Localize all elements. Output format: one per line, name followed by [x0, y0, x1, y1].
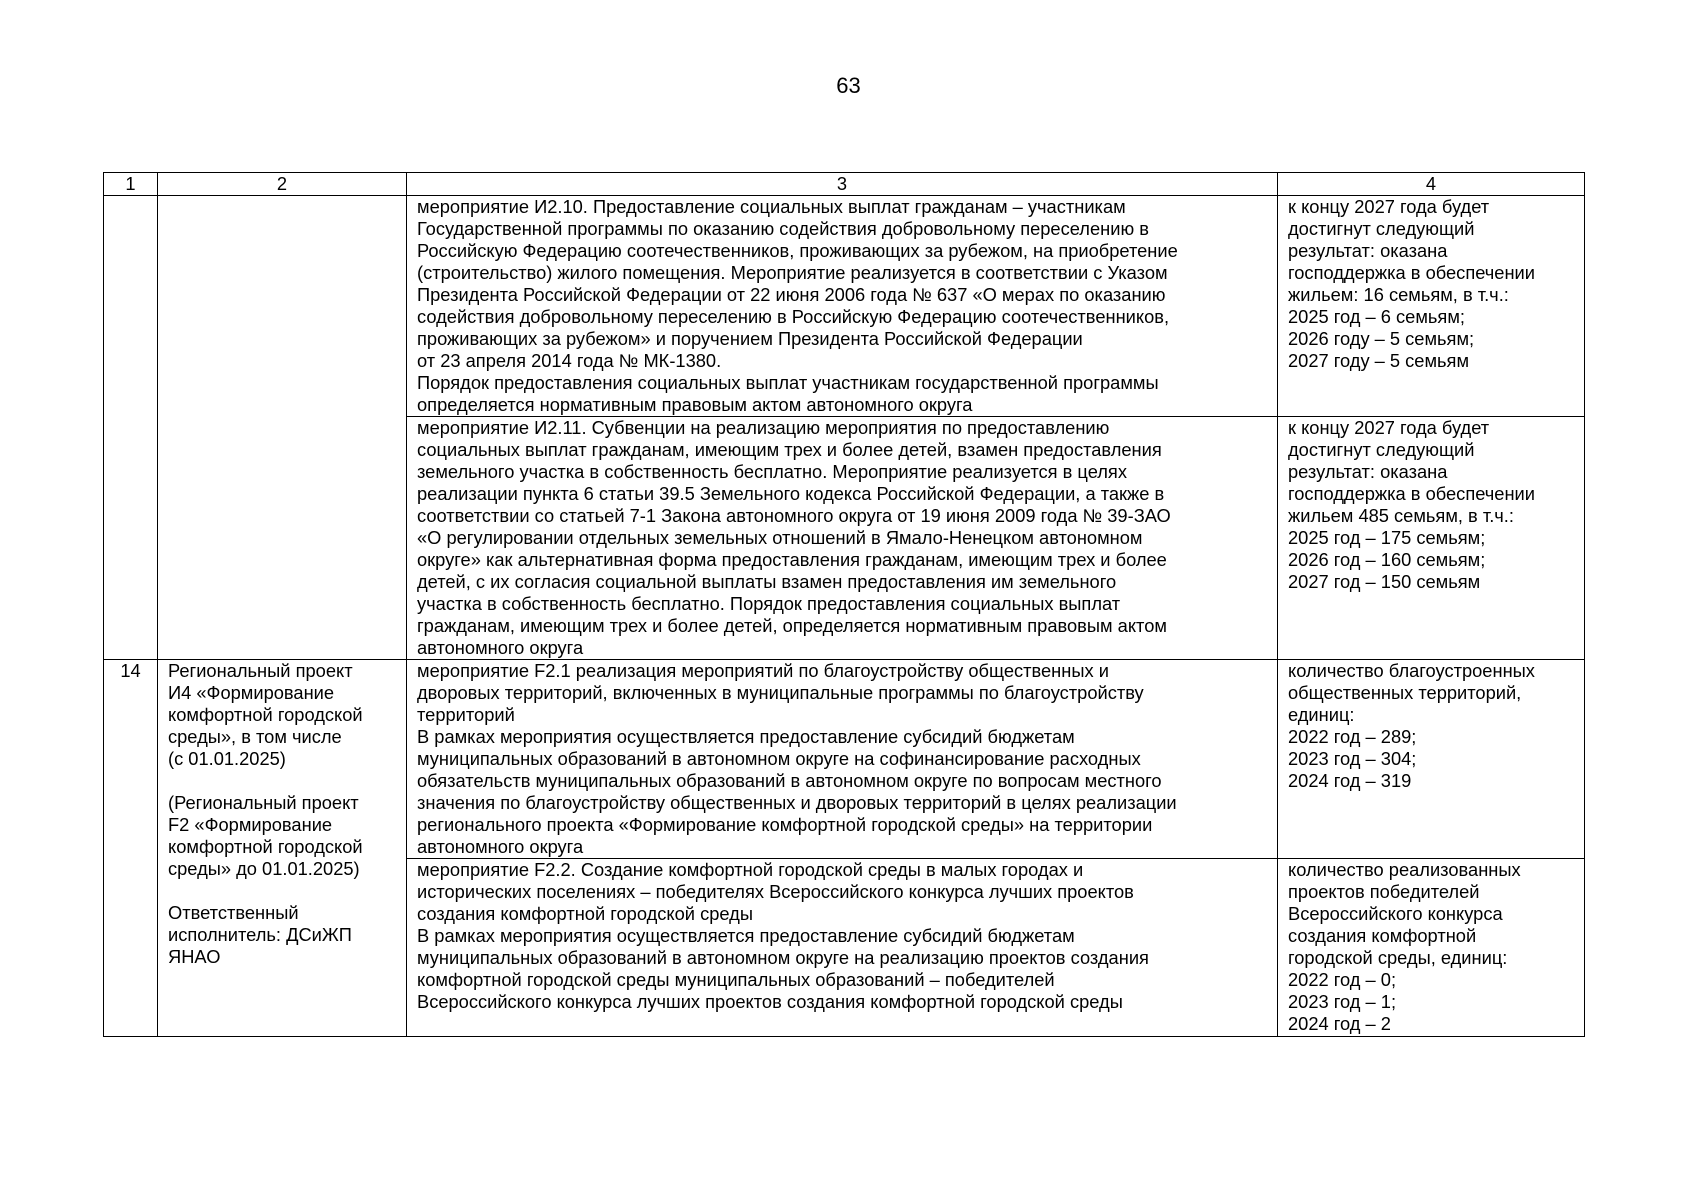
project-cell: Региональный проект И4 «Формирование комфортной городской среды», в том числе (с 01.01.2025) (Региональный проект F2 «Формирование комфортной городской среды» до 01.01.2025) Ответственный исполнитель: ДСиЖП ЯНАО [158, 660, 407, 1037]
activity-cell: мероприятие F2.2. Создание комфортной городской среды в малых городах и исторических поселениях – победителях Всероссийского конкурса лучших проектов создания комфортной городской среды В рамках мероприятия осуществляется предоставление субсидий бюджетам муниципальных образований в автономном округе на реализацию проектов создания комфортной городской среды муниципальных образований – победителей Всероссийского конкурса лучших проектов создания комфортной городской среды [407, 859, 1278, 1037]
column-header-3: 3 [407, 173, 1278, 196]
project-cell [158, 196, 407, 660]
activity-cell: мероприятие И2.11. Субвенции на реализацию мероприятия по предоставлению социальных выплат гражданам, имеющим трех и более детей, взамен предоставления земельного участка в собственность бесплатно. Мероприятие реализуется в целях реализации пункта 6 статьи 39.5 Земельного кодекса Российской Федерации, а также в соответствии со статьей 7-1 Закона автономного округа от 19 июня 2009 года № 39-ЗАО «О регулировании отдельных земельных отношений в Ямало-Ненецком автономном округе» как альтернативная форма предоставления гражданам, имеющим трех и более детей, с их согласия социальной выплаты взамен предоставления им земельного участка в собственность бесплатно. Порядок предоставления социальных выплат гражданам, имеющим трех и более детей, определяется нормативным правовым актом автономного округа [407, 417, 1278, 660]
column-header-1: 1 [104, 173, 158, 196]
result-cell: количество реализованных проектов победителей Всероссийского конкурса создания комфортной городской среды, единиц: 2022 год – 0; 2023 год – 1; 2024 год – 2 [1278, 859, 1585, 1037]
row-number-cell [104, 196, 158, 660]
activity-cell: мероприятие И2.10. Предоставление социальных выплат гражданам – участникам Государственной программы по оказанию содействия добровольному переселению в Российскую Федерацию соотечественников, проживающих за рубежом, на приобретение (строительство) жилого помещения. Мероприятие реализуется в соответствии с Указом Президента Российской Федерации от 22 июня 2006 года № 637 «О мерах по оказанию содействия добровольному переселению в Российскую Федерацию соотечественников, проживающих за рубежом» и поручением Президента Российской Федерации от 23 апреля 2014 года № МК-1380. Порядок предоставления социальных выплат участникам государственной программы определяется нормативным правовым актом автономного округа [407, 196, 1278, 417]
activity-cell: мероприятие F2.1 реализация мероприятий по благоустройству общественных и дворовых территорий, включенных в муниципальные программы по благоустройству территорий В рамках мероприятия осуществляется предоставление субсидий бюджетам муниципальных образований в автономном округе на софинансирование расходных обязательств муниципальных образований в автономном округе по вопросам местного значения по благоустройству общественных и дворовых территорий в целях реализации регионального проекта «Формирование комфортной городской среды» на территории автономного округа [407, 660, 1278, 859]
table-row [104, 660, 1585, 859]
program-table [103, 172, 1585, 1037]
table-header-row [104, 173, 1585, 196]
table-row [104, 196, 1585, 417]
row-number-cell: 14 [104, 660, 158, 1037]
result-cell: количество благоустроенных общественных территорий, единиц: 2022 год – 289; 2023 год – 304; 2024 год – 319 [1278, 660, 1585, 859]
column-header-2: 2 [158, 173, 407, 196]
result-cell: к концу 2027 года будет достигнут следующий результат: оказана господдержка в обеспечении жильем 485 семьям, в т.ч.: 2025 год – 175 семьям; 2026 год – 160 семьям; 2027 год – 150 семьям [1278, 417, 1585, 660]
result-cell: к концу 2027 года будет достигнут следующий результат: оказана господдержка в обеспечении жильем: 16 семьям, в т.ч.: 2025 год – 6 семьям; 2026 году – 5 семьям; 2027 году – 5 семьям [1278, 196, 1585, 417]
column-header-4: 4 [1278, 173, 1585, 196]
page-number: 63 [836, 73, 861, 98]
